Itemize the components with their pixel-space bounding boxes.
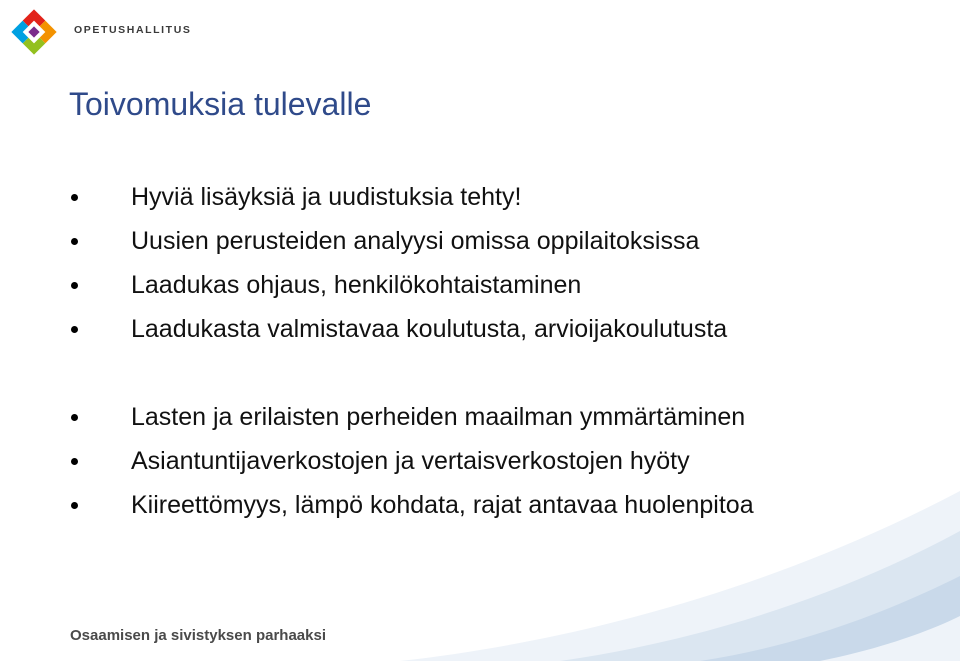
bullet-dot-icon [71, 458, 78, 465]
opetushallitus-logo-icon [6, 4, 62, 60]
bullet-text: Asiantuntijaverkostojen ja vertaisverkostojen hyöty [131, 446, 690, 475]
slide-title: Toivomuksia tulevalle [69, 86, 372, 122]
bullet-dot-icon [71, 282, 78, 289]
bullet-text: Laadukasta valmistavaa koulutusta, arvioijakoulutusta [131, 314, 728, 343]
org-name: OPETUSHALLITUS [74, 24, 192, 36]
bullet-text: Uusien perusteiden analyysi omissa oppilaitoksissa [131, 226, 700, 255]
bullet-item [71, 270, 581, 300]
bullet-text: Kiireettömyys, lämpö kohdata, rajat antavaa huolenpitoa [131, 490, 754, 519]
bullet-text: Laadukas ohjaus, henkilökohtaistaminen [131, 270, 582, 299]
bullet-dot-icon [71, 326, 78, 333]
bullet-dot-icon [71, 238, 78, 245]
bullet-item [71, 182, 521, 212]
bullet-text: Hyviä lisäyksiä ja uudistuksia tehty! [131, 182, 522, 211]
bullet-dot-icon [71, 502, 78, 509]
bullet-dot-icon [71, 414, 78, 421]
bullet-item [71, 226, 699, 256]
decorative-swoosh [400, 491, 960, 661]
bullet-item [71, 446, 690, 476]
bullet-item [71, 402, 745, 432]
bullet-item [71, 314, 727, 344]
bullet-text: Lasten ja erilaisten perheiden maailman ymmärtäminen [131, 402, 746, 431]
bullet-dot-icon [71, 194, 78, 201]
footer-slogan: Osaamisen ja sivistyksen parhaaksi [70, 627, 326, 644]
